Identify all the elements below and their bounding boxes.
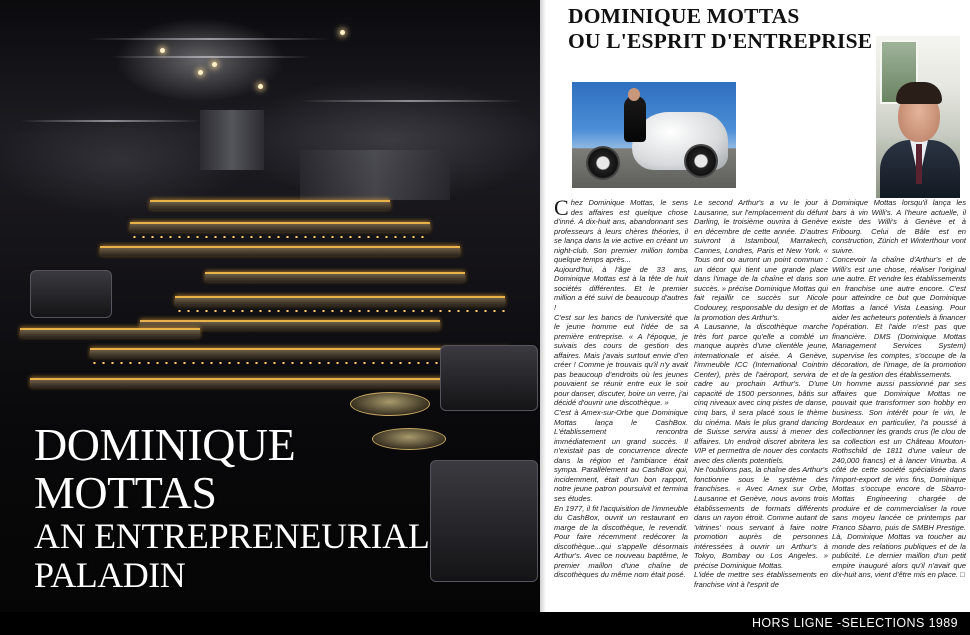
ceiling-light	[212, 62, 217, 67]
motorcycle-photo	[572, 82, 736, 188]
portrait-hair	[896, 82, 942, 104]
stair-step	[20, 328, 200, 338]
left-title-line3: AN ENTREPRENEURIAL	[34, 516, 430, 556]
ceiling-light	[160, 48, 165, 53]
page-gutter	[540, 0, 550, 612]
ceiling-beam	[300, 100, 520, 102]
rear-wheel	[684, 144, 718, 178]
rider-head	[628, 88, 640, 101]
stair-step	[205, 272, 465, 282]
portrait-tie	[916, 144, 922, 184]
lounge-table	[372, 428, 446, 450]
rider	[624, 96, 646, 142]
pillar	[200, 110, 264, 170]
article-paragraph: Le second Arthur's a vu le jour à Lausanne, sur l'emplacement du défunt Darling, le troisième ouvrira à Genève en décembre de cette année. D'autres suivront à Istamboul, Marrakech, Cannes, Londres, Paris et New York. « Tous ont ou auront un point commun : un décor qui tient une grande place dans l'image de la chaîne et dans son succès. » précise Dominique Mottas qui fait rejaillir ce succès sur Nicole Codourey, responsable du design et de la promotion des Arthur's.	[694, 198, 828, 322]
stair-step	[100, 246, 460, 256]
left-title-line1: DOMINIQUE	[34, 419, 296, 470]
article-column-3	[832, 198, 966, 608]
article-paragraph: Ne l'oublions pas, la chaîne des Arthur's fonctionne sous le système des franchises. « Avec Amex sur Orbe, Lausanne et Genève, nous avons trois établissements de formats différents dans un rayon étroit. Comme autant de 'vitrines' nous servant à faire notre promotion auprès de personnes intéressées à ouvrir un Arthur's à Tokyo, Bombay ou Los Angeles. » précise Dominique Mottas.	[694, 465, 828, 570]
step-lights	[130, 236, 430, 238]
headline-line1: DOMINIQUE MOTTAS	[568, 4, 800, 28]
article-paragraph: Dominique Mottas lorsqu'il lança les bars à vin Willi's. A l'heure actuelle, il existe des Willi's à Genève et à Fribourg. Celui de Bâle est en construction, Zürich et Winterthour vont suivre.	[832, 198, 966, 255]
ceiling-beam	[20, 120, 200, 122]
footer-bar	[0, 612, 970, 635]
article-paragraph: Aujourd'hui, à l'âge de 33 ans, Dominique Mottas est à la tête de huit sociétés différentes. Et le premier million a été suivi de beaucoup d'autres !	[554, 264, 688, 313]
article-paragraph: Concevoir la chaîne d'Arthur's et de Willi's est une chose, réaliser l'original une autre. Et vendre les établissements en franchise une autre encore. C'est pour atteindre ce but que Dominique Mottas a lancé Vista Leasing. Pour aider les acheteurs potentiels à financer l'opération. Et l'aide n'est pas que financière. DMS (Dominique Mottas Management Services System) supervise les comptes, s'occupe de la décoration, de l'image, de la promotion et de la gestion des établissements.	[832, 255, 966, 379]
article-paragraph: Chez Dominique Mottas, le sens des affaires est quelque chose d'inné. A dix-huit ans, abandonnant ses professeurs à leurs chères théories, il se lança dans la vie active en créant un night-club. Son premier million tomba quelque temps après...	[554, 198, 688, 265]
article-column-1	[554, 198, 688, 608]
step-lights	[175, 310, 505, 312]
front-wheel	[586, 146, 620, 180]
drop-cap: C	[554, 198, 569, 220]
portrait-photo	[876, 36, 960, 198]
lounge-seat	[430, 460, 538, 582]
ceiling-beam	[110, 56, 310, 58]
stair-step	[150, 200, 390, 210]
headline-line2: OU L'ESPRIT D'ENTREPRISE	[568, 29, 873, 53]
article-paragraph: L'idée de mettre ses établissements en franchise vint à l'esprit de	[694, 570, 828, 589]
article-column-2	[694, 198, 828, 608]
article-paragraph: A Lausanne, la discothèque marche très fort parce qu'elle a comblé un manque auprès d'une clientèle jeune, internationale et aisée. A Genève, l'immeuble ICC (International Cointrin Center), près de l'aéroport, servira de cadre au prochain Arthur's. D'une capacité de 1500 personnes, bâtis sur cinq niveaux avec cinq pistes de danse, cinq bars, il sera placé sous le thème du cinéma. Mais le plus grand dancing de Suisse servira aussi à mener des affaires. Un endroit discret abritera les VIP et permettra de nouer des contacts avec des clients potentiels.	[694, 322, 828, 465]
article-paragraph: C'est sur les bancs de l'université que le jeune homme eut l'idée de sa première entreprise. « A l'époque, je suivais des cours de gestion des affaires. Mais j'avais surtout envie d'en créer ! Comme je trouvais qu'il n'y avait pas beaucoup d'endroits où les jeunes pouvaient se réunir entre eux le soir pour danser, discuter, boire un verre, j'ai décidé d'ouvrir une discothèque. »	[554, 312, 688, 408]
bar-counter	[300, 150, 450, 200]
lounge-table	[350, 392, 430, 416]
ceiling-light	[340, 30, 345, 35]
article-body	[554, 198, 964, 608]
lounge-seat	[30, 270, 112, 318]
stair-step	[175, 296, 505, 306]
article-paragraph: C'est à Amex-sur-Orbe que Dominique Mottas lança le CashBox. L'établissement rencontra immédiatement un grand succès. Il n'existait pas de concurrence directe dans la région et l'ambiance était sympa. Parallèlement au CashBox qui, incidemment, était d'un bon rapport, notre jeune patron poursuivit et termina ses études.	[554, 408, 688, 503]
article-paragraph: En 1977, il fit l'acquisition de l'immeuble du CashBox, ouvrit un restaurant en marge de la discothèque, le revendit. Pour faire récemment redécorer la discothèque...qui s'appelle désormais Arthur's. Avec ce nouveau baptême, le premier maillon d'une chaîne de discothèques du même nom était posé.	[554, 503, 688, 580]
left-title-line2: MOTTAS	[34, 467, 217, 518]
article-paragraph: Un homme aussi passionné par ses affaires que Dominique Mottas ne pouvait que transformer son hobby en business. Son intérêt pour le vin, le Bordeaux en particulier, l'a poussé à collectionner les grands crus (le clou de sa collection est un Château Mouton-Rothschild de 1811 d'une valeur de 240,000 francs) et à lancer Vinurba. A côté de cette société spécialisée dans l'import-export de vins fins, Dominique Mottas s'occupe encore de Sbarro-Mottas Engineering chargée de produire et de commercialiser la roue sans moyeu lancée ce printemps par Franco Sbarro, puis de SMBH Prestige. Là, Dominique Mottas va toucher au monde des relations publiques et de la publicité. Le dernier maillon d'un petit empire inauguré alors qu'il n'avait que dix-huit ans, vient d'être mis en place. □	[832, 379, 966, 580]
stair-step	[130, 222, 430, 232]
footer-publication: HORS LIGNE -SELECTIONS 1989	[751, 616, 958, 630]
stair-step	[30, 378, 450, 388]
left-title-line4: PALADIN	[34, 555, 186, 595]
ceiling-light	[258, 84, 263, 89]
ceiling-light	[198, 70, 203, 75]
lounge-seat	[440, 345, 538, 411]
ceiling-beam	[90, 38, 330, 40]
